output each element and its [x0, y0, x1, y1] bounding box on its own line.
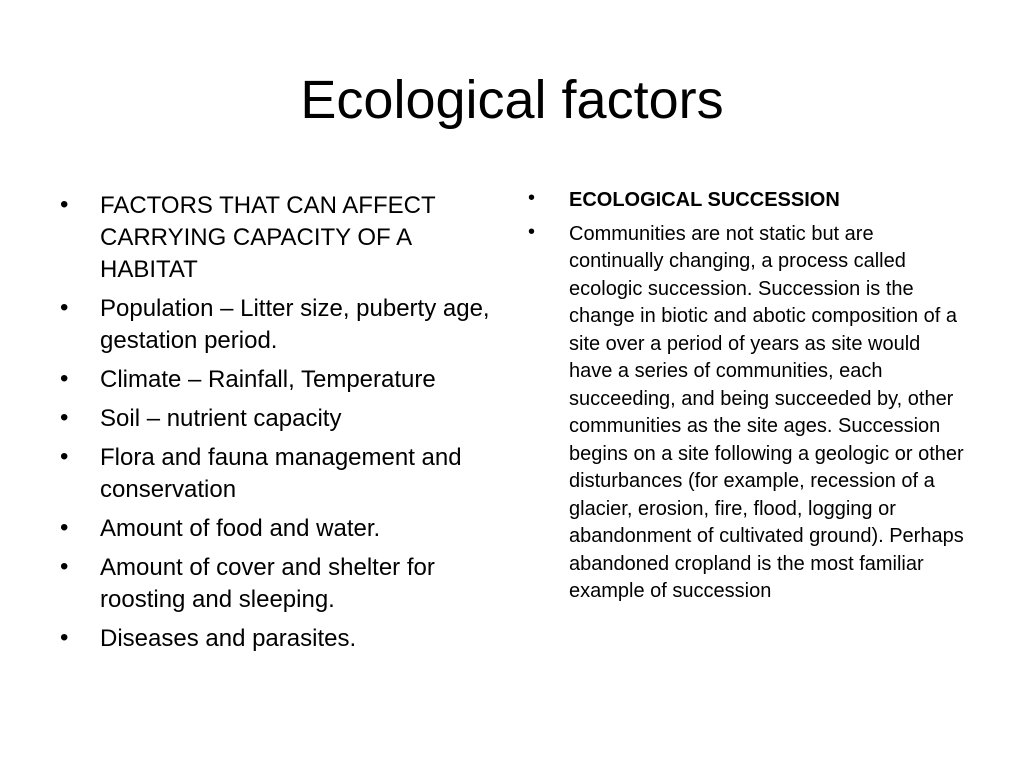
list-item	[60, 364, 500, 396]
list-item	[60, 623, 500, 655]
bullet-text: Amount of food and water.	[100, 515, 381, 542]
bullet-icon: •	[528, 220, 536, 243]
left-bullet-list	[60, 190, 500, 662]
bullet-icon: •	[60, 191, 69, 218]
bullet-text: Flora and fauna management and conservation	[100, 444, 462, 503]
bullet-text: FACTORS THAT CAN AFFECT CARRYING CAPACITY OF A HABITAT	[100, 192, 436, 283]
bullet-icon: •	[60, 514, 69, 541]
list-item	[60, 442, 500, 506]
bullet-icon: •	[60, 624, 69, 651]
bullet-icon: •	[60, 443, 69, 470]
bullet-text: Diseases and parasites.	[100, 625, 357, 652]
bullet-icon: •	[60, 553, 69, 580]
bullet-icon: •	[60, 294, 69, 321]
list-item	[60, 403, 500, 435]
succession-heading: ECOLOGICAL SUCCESSION	[569, 189, 840, 211]
bullet-icon: •	[528, 187, 536, 209]
list-item	[60, 293, 500, 357]
right-bullet-list	[528, 187, 968, 612]
list-item-heading	[528, 187, 968, 215]
bullet-icon: •	[60, 404, 69, 431]
bullet-icon: •	[60, 365, 69, 392]
list-item	[528, 221, 968, 606]
list-item	[60, 552, 500, 616]
bullet-text: Soil – nutrient capacity	[100, 405, 342, 432]
slide-title: Ecological factors	[300, 70, 724, 130]
bullet-text: Population – Litter size, puberty age, gestation period.	[100, 295, 490, 354]
bullet-text: Amount of cover and shelter for roosting and sleeping.	[100, 554, 435, 613]
succession-paragraph: Communities are not static but are continually changing, a process called ecologic succession. Succession is the change in biotic and abotic composition of a site over a period of years as site would have a series of communities, each succeeding, and being succeeded by, other communities as the site ages. Succession begins on a site following a geologic or other disturbances (for example, recession of a glacier, erosion, fire, flood, logging or abandonment of cultivated ground). Perhaps abandoned cropland is the most familiar example of succession	[569, 222, 964, 602]
list-item	[60, 190, 500, 286]
list-item	[60, 513, 500, 545]
bullet-text: Climate – Rainfall, Temperature	[100, 366, 436, 393]
